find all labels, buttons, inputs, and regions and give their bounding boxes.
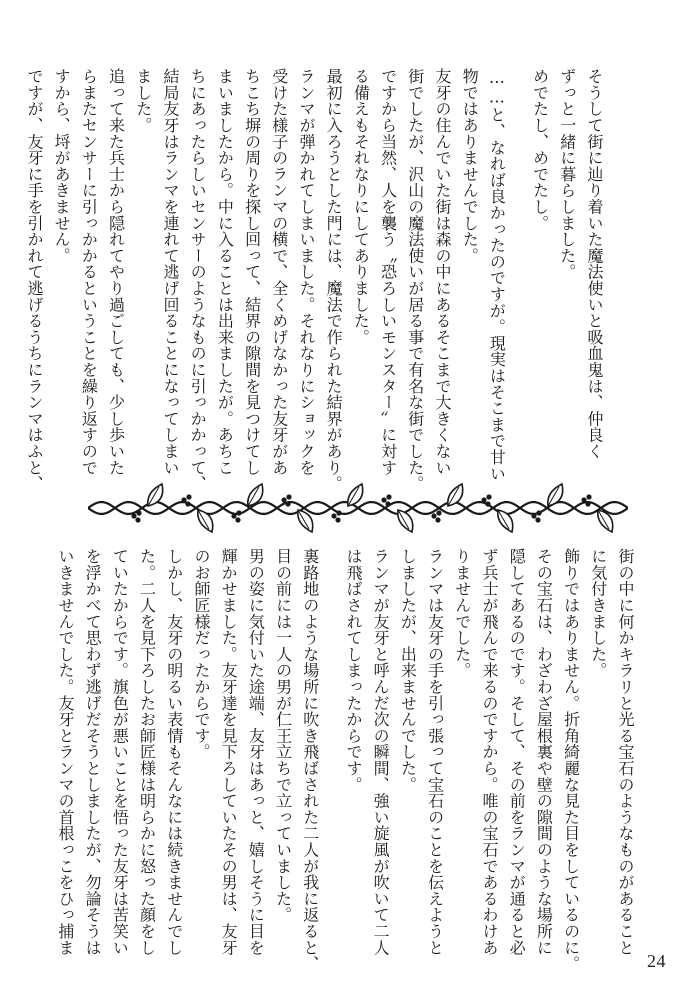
text-column: ……と、なれば良かったのですが。現実はそこまで甘い [487, 68, 507, 482]
berry-icon [536, 510, 541, 515]
text-column: ずっと一緒に暮らしました。 [557, 68, 577, 280]
text-column: は飛ばされてしまったからです。 [343, 548, 363, 793]
vine-divider-icon [88, 478, 628, 538]
leaf-icon [348, 484, 363, 506]
text-column: めでたし、めでたし。 [530, 68, 550, 231]
berry-icon [535, 517, 540, 522]
berry-icon [486, 494, 491, 499]
page-number: 24 [647, 951, 666, 971]
berry-icon [435, 517, 440, 522]
text-column: 男の姿に気付いた途端、友牙はあっと、嬉しそうに目を [246, 548, 266, 956]
berry-icon [431, 513, 436, 518]
berry-icon [186, 494, 191, 499]
text-column: 受けた様子のランマの横で、全くめげなかった友牙があ [269, 68, 289, 476]
text-column: そうして街に辿り着いた魔法使いと吸血鬼は、仲良く [585, 68, 604, 460]
text-column: ちこち塀の周りを探し回って、結界の隙間を見つけてし [242, 68, 262, 476]
berry-icon [281, 497, 286, 502]
berry-icon [581, 497, 586, 502]
text-column: ですから当然、人を襲う〝恐ろしいモンスター〟に対す [378, 68, 398, 476]
text-column: しかし、友牙の明るい表情もそんなには続きませんでし [164, 548, 184, 956]
lower-text-block [52, 548, 639, 972]
text-column: ていたからです。旗色が悪いことを悟った友牙は苦笑い [110, 548, 130, 956]
text-column: のお師匠様だったからです。 [191, 548, 211, 760]
berry-icon [286, 494, 291, 499]
text-column [510, 68, 526, 492]
text-column: ですが、友牙に手を引かれて逃げるうちにランマはふと、 [24, 68, 44, 492]
text-column: た。二人を見下ろしたお師匠様は明らかに怒った顔をし [137, 548, 157, 956]
berry-icon [185, 501, 190, 506]
text-column: 目の前には一人の男が仁王立ちで立っていました。 [273, 548, 293, 923]
berry-icon [235, 517, 240, 522]
text-column: 友牙の住んでいた街は森の中にあるそこまで大きくない [432, 68, 452, 476]
text-column: ランマが友牙と呼んだ次の瞬間、強い旋風が吹いて二人 [371, 548, 391, 956]
text-column: ず兵士が飛んで来るのですから。唯の宝石であるわけあ [479, 548, 499, 956]
berry-icon [131, 513, 136, 518]
text-column: を浮かべて思わず逃げだそうとしましたが、勿論そうは [83, 548, 103, 956]
berry-icon [481, 497, 486, 502]
leaf-icon [298, 510, 313, 532]
berry-icon [385, 501, 390, 506]
text-column: ちにあったらしいセンサーのようなものに引っかかって、 [188, 68, 208, 492]
leaf-icon [448, 484, 463, 506]
text-column: 街でしたが、沢山の魔法使いが居る事で有名な街でした。 [405, 68, 425, 492]
berry-icon [381, 497, 386, 502]
leaf-icon [398, 510, 413, 532]
text-column: 隠してあるのです。そして、その前をランマが通ると必 [507, 548, 527, 956]
berry-icon [336, 510, 341, 515]
berry-icon [331, 513, 336, 518]
text-column: しましたが、出来ませんでした。 [398, 548, 418, 793]
text-column: ました。 [133, 68, 153, 134]
text-column: ランマは友牙の手を引っ張って宝石のことを伝えようと [425, 548, 445, 956]
text-column: りませんでした。 [452, 548, 472, 679]
berry-icon [236, 510, 241, 515]
berry-icon [181, 497, 186, 502]
text-column: 結局友牙はランマを連れて逃げ回ることになってしまい [160, 68, 180, 476]
text-column [324, 548, 340, 972]
berry-icon [135, 517, 140, 522]
berry-icon [335, 517, 340, 522]
berry-icon [586, 494, 591, 499]
berry-icon [231, 513, 236, 518]
text-column: 輝かせました。友牙達を見下ろしていたその男は、友牙 [219, 548, 239, 956]
text-column: すから、埒があきません。 [52, 68, 72, 264]
text-column: その宝石は、わざわざ屋根裏や壁の隙間のような場所に [534, 548, 554, 956]
berry-icon [386, 494, 391, 499]
berry-icon [285, 501, 290, 506]
text-column: 飾りではありません。折角綺麗な見た目をしているのに。 [561, 548, 581, 972]
text-column: に気付きました。 [588, 548, 608, 679]
text-column: いきませんでした。友牙とランマの首根っこをひっ捕ま [55, 548, 75, 956]
text-column: らまたセンサーに引っかかるということを繰り返すので [79, 68, 99, 476]
text-column: 裏路地のような場所に吹き飛ばされた二人が我に返ると、 [300, 548, 320, 972]
text-column: まいましたから。中に入ることは出来ましたが。あちこ [215, 68, 235, 476]
text-column: 物ではありませんでした。 [460, 68, 480, 264]
berry-icon [531, 513, 536, 518]
berry-icon [485, 501, 490, 506]
text-column: ランマが弾かれてしまいました。それなりにショックを [296, 68, 316, 476]
text-column: 最初に入ろうとした門には、魔法で作られた結界があり。 [324, 68, 344, 492]
text-column: 追って来た兵士から隠れてやり過ごしても、少し歩いた [106, 68, 126, 476]
text-column: る備えもそれなりにしてありました。 [351, 68, 371, 346]
berry-icon [585, 501, 590, 506]
text-column: 街の中に何かキラリと光る宝石のようなものがあること [616, 548, 635, 956]
berry-icon [136, 510, 141, 515]
berry-icon [436, 510, 441, 515]
upper-text-block [21, 68, 608, 492]
